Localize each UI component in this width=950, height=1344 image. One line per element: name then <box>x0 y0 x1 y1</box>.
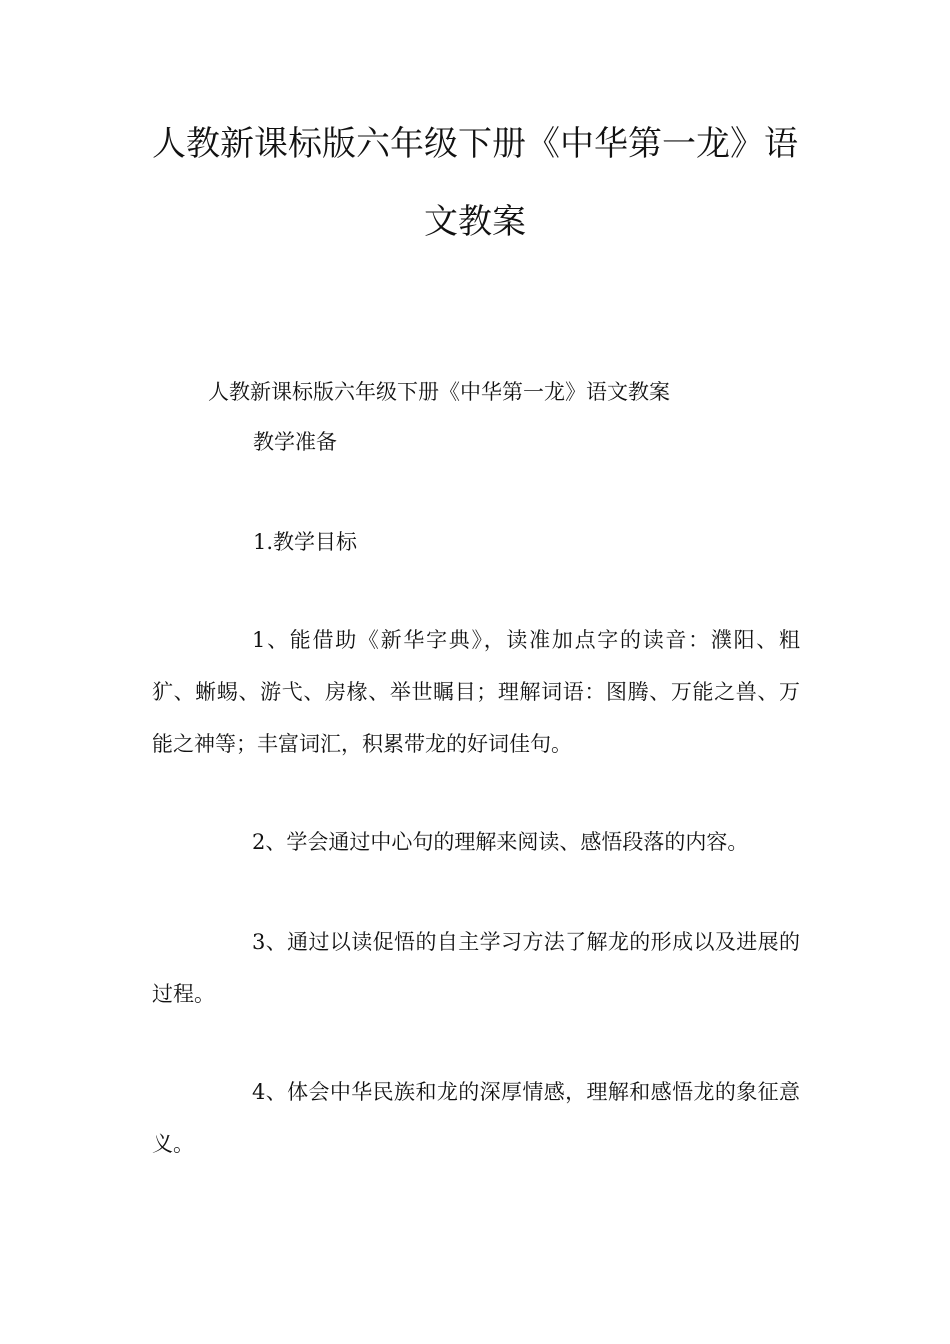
document-title-line-2: 文教案 <box>424 202 526 242</box>
objective-paragraph-3: 3、通过以读促悟的自主学习方法了解龙的形成以及进展的过程。 <box>152 930 800 1006</box>
document-title-line-1: 人教新课标版六年级下册《中华第一龙》语 <box>152 124 798 164</box>
objective-paragraph-4: 4、体会中华民族和龙的深厚情感，理解和感悟龙的象征意义。 <box>152 1080 800 1156</box>
subsection-heading: 1.教学目标 <box>253 530 358 554</box>
objective-paragraph-1: 1、能借助《新华字典》，读准加点字的读音：濮阳、粗犷、蜥蜴、游弋、房椽、举世瞩目；理解词语：图腾、万能之兽、万能之神等；丰富词汇，积累带龙的好词佳句。 <box>152 628 800 756</box>
document-subtitle: 人教新课标版六年级下册《中华第一龙》语文教案 <box>208 380 670 404</box>
objective-paragraph-2: 2、学会通过中心句的理解来阅读、感悟段落的内容。 <box>252 830 749 854</box>
section-heading: 教学准备 <box>253 430 337 454</box>
